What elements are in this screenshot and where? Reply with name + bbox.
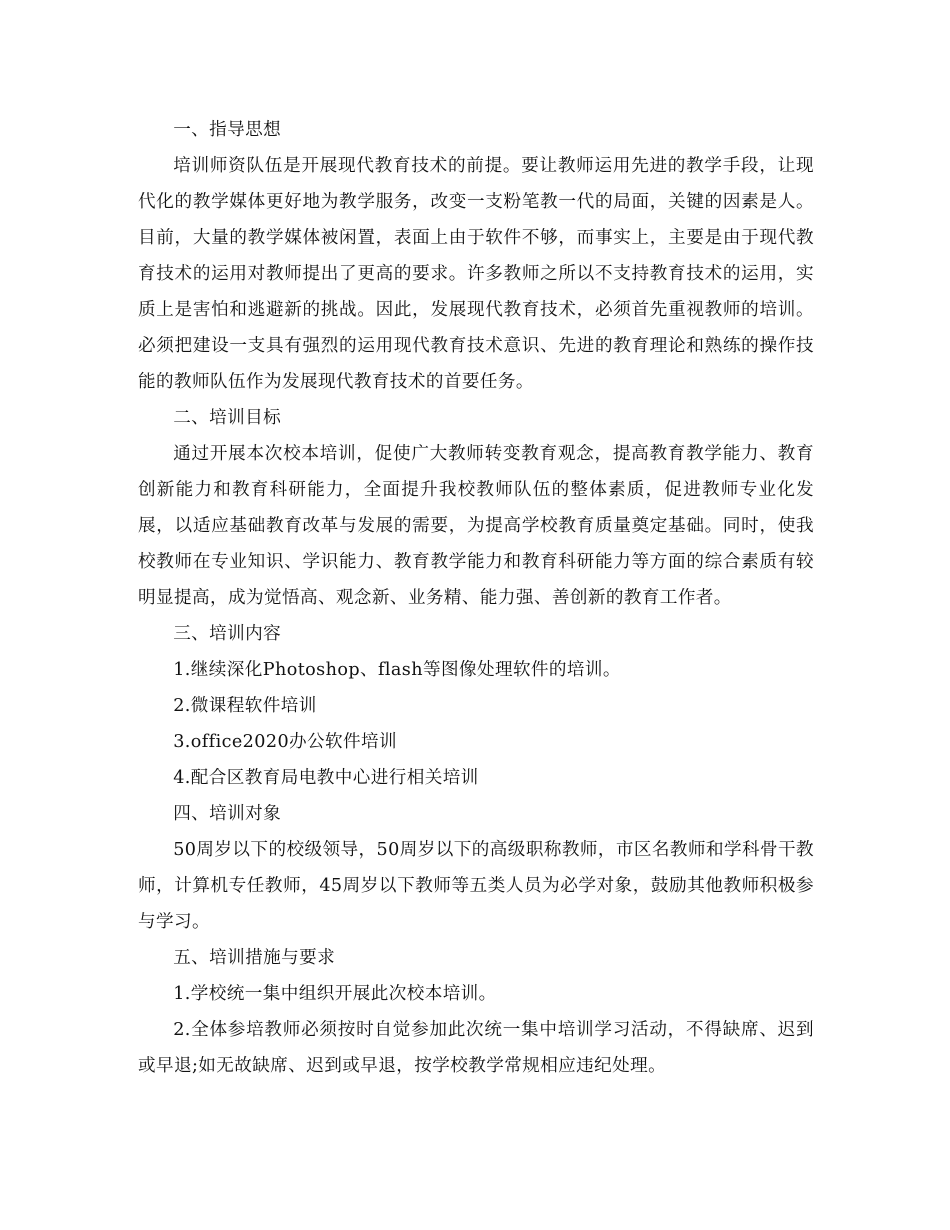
heading-training-goals: 二、培训目标	[173, 408, 282, 428]
heading-guiding-ideology: 一、指导思想	[173, 120, 282, 140]
content-item-3: 3.office2020办公软件培训	[173, 732, 398, 752]
heading-training-targets: 四、培训对象	[173, 804, 282, 824]
measure-item-1: 1.学校统一集中组织开展此次校本培训。	[173, 984, 497, 1004]
paragraph-training-goals: 通过开展本次校本培训，促使广大教师转变教育观念，提高教育教学能力、教育创新能力和教育科研能力，全面提升我校教师队伍的整体素质，促进教师专业化发展，以适应基础教育改革与发展的需要，为提高学校教育质量奠定基础。同时，使我校教师在专业知识、学识能力、教育教学能力和教育科研能力等方面的综合素质有较明显提高，成为觉悟高、观念新、业务精、能力强、善创新的教育工作者。	[138, 444, 814, 608]
content-item-2: 2.微课程软件培训	[173, 696, 317, 716]
paragraph-training-targets: 50周岁以下的校级领导，50周岁以下的高级职称教师，市区名教师和学科骨干教师，计算机专任教师，45周岁以下教师等五类人员为必学对象，鼓励其他教师积极参与学习。	[138, 840, 814, 932]
content-item-4: 4.配合区教育局电教中心进行相关培训	[173, 768, 479, 788]
content-item-1: 1.继续深化Photoshop、flash等图像处理软件的培训。	[173, 660, 621, 680]
measure-item-2: 2.全体参培教师必须按时自觉参加此次统一集中培训学习活动，不得缺席、迟到或早退;如无故缺席、迟到或早退，按学校教学常规相应违纪处理。	[138, 1020, 814, 1076]
document-body	[138, 112, 814, 1084]
heading-training-content: 三、培训内容	[173, 624, 282, 644]
paragraph-guiding-ideology: 培训师资队伍是开展现代教育技术的前提。要让教师运用先进的教学手段，让现代化的教学媒体更好地为教学服务，改变一支粉笔教一代的局面，关键的因素是人。目前，大量的教学媒体被闲置，表面上由于软件不够，而事实上，主要是由于现代教育技术的运用对教师提出了更高的要求。许多教师之所以不支持教育技术的运用，实质上是害怕和逃避新的挑战。因此，发展现代教育技术，必须首先重视教师的培训。必须把建设一支具有强烈的运用现代教育技术意识、先进的教育理论和熟练的操作技能的教师队伍作为发展现代教育技术的首要任务。	[138, 156, 814, 392]
heading-training-measures: 五、培训措施与要求	[173, 948, 336, 968]
